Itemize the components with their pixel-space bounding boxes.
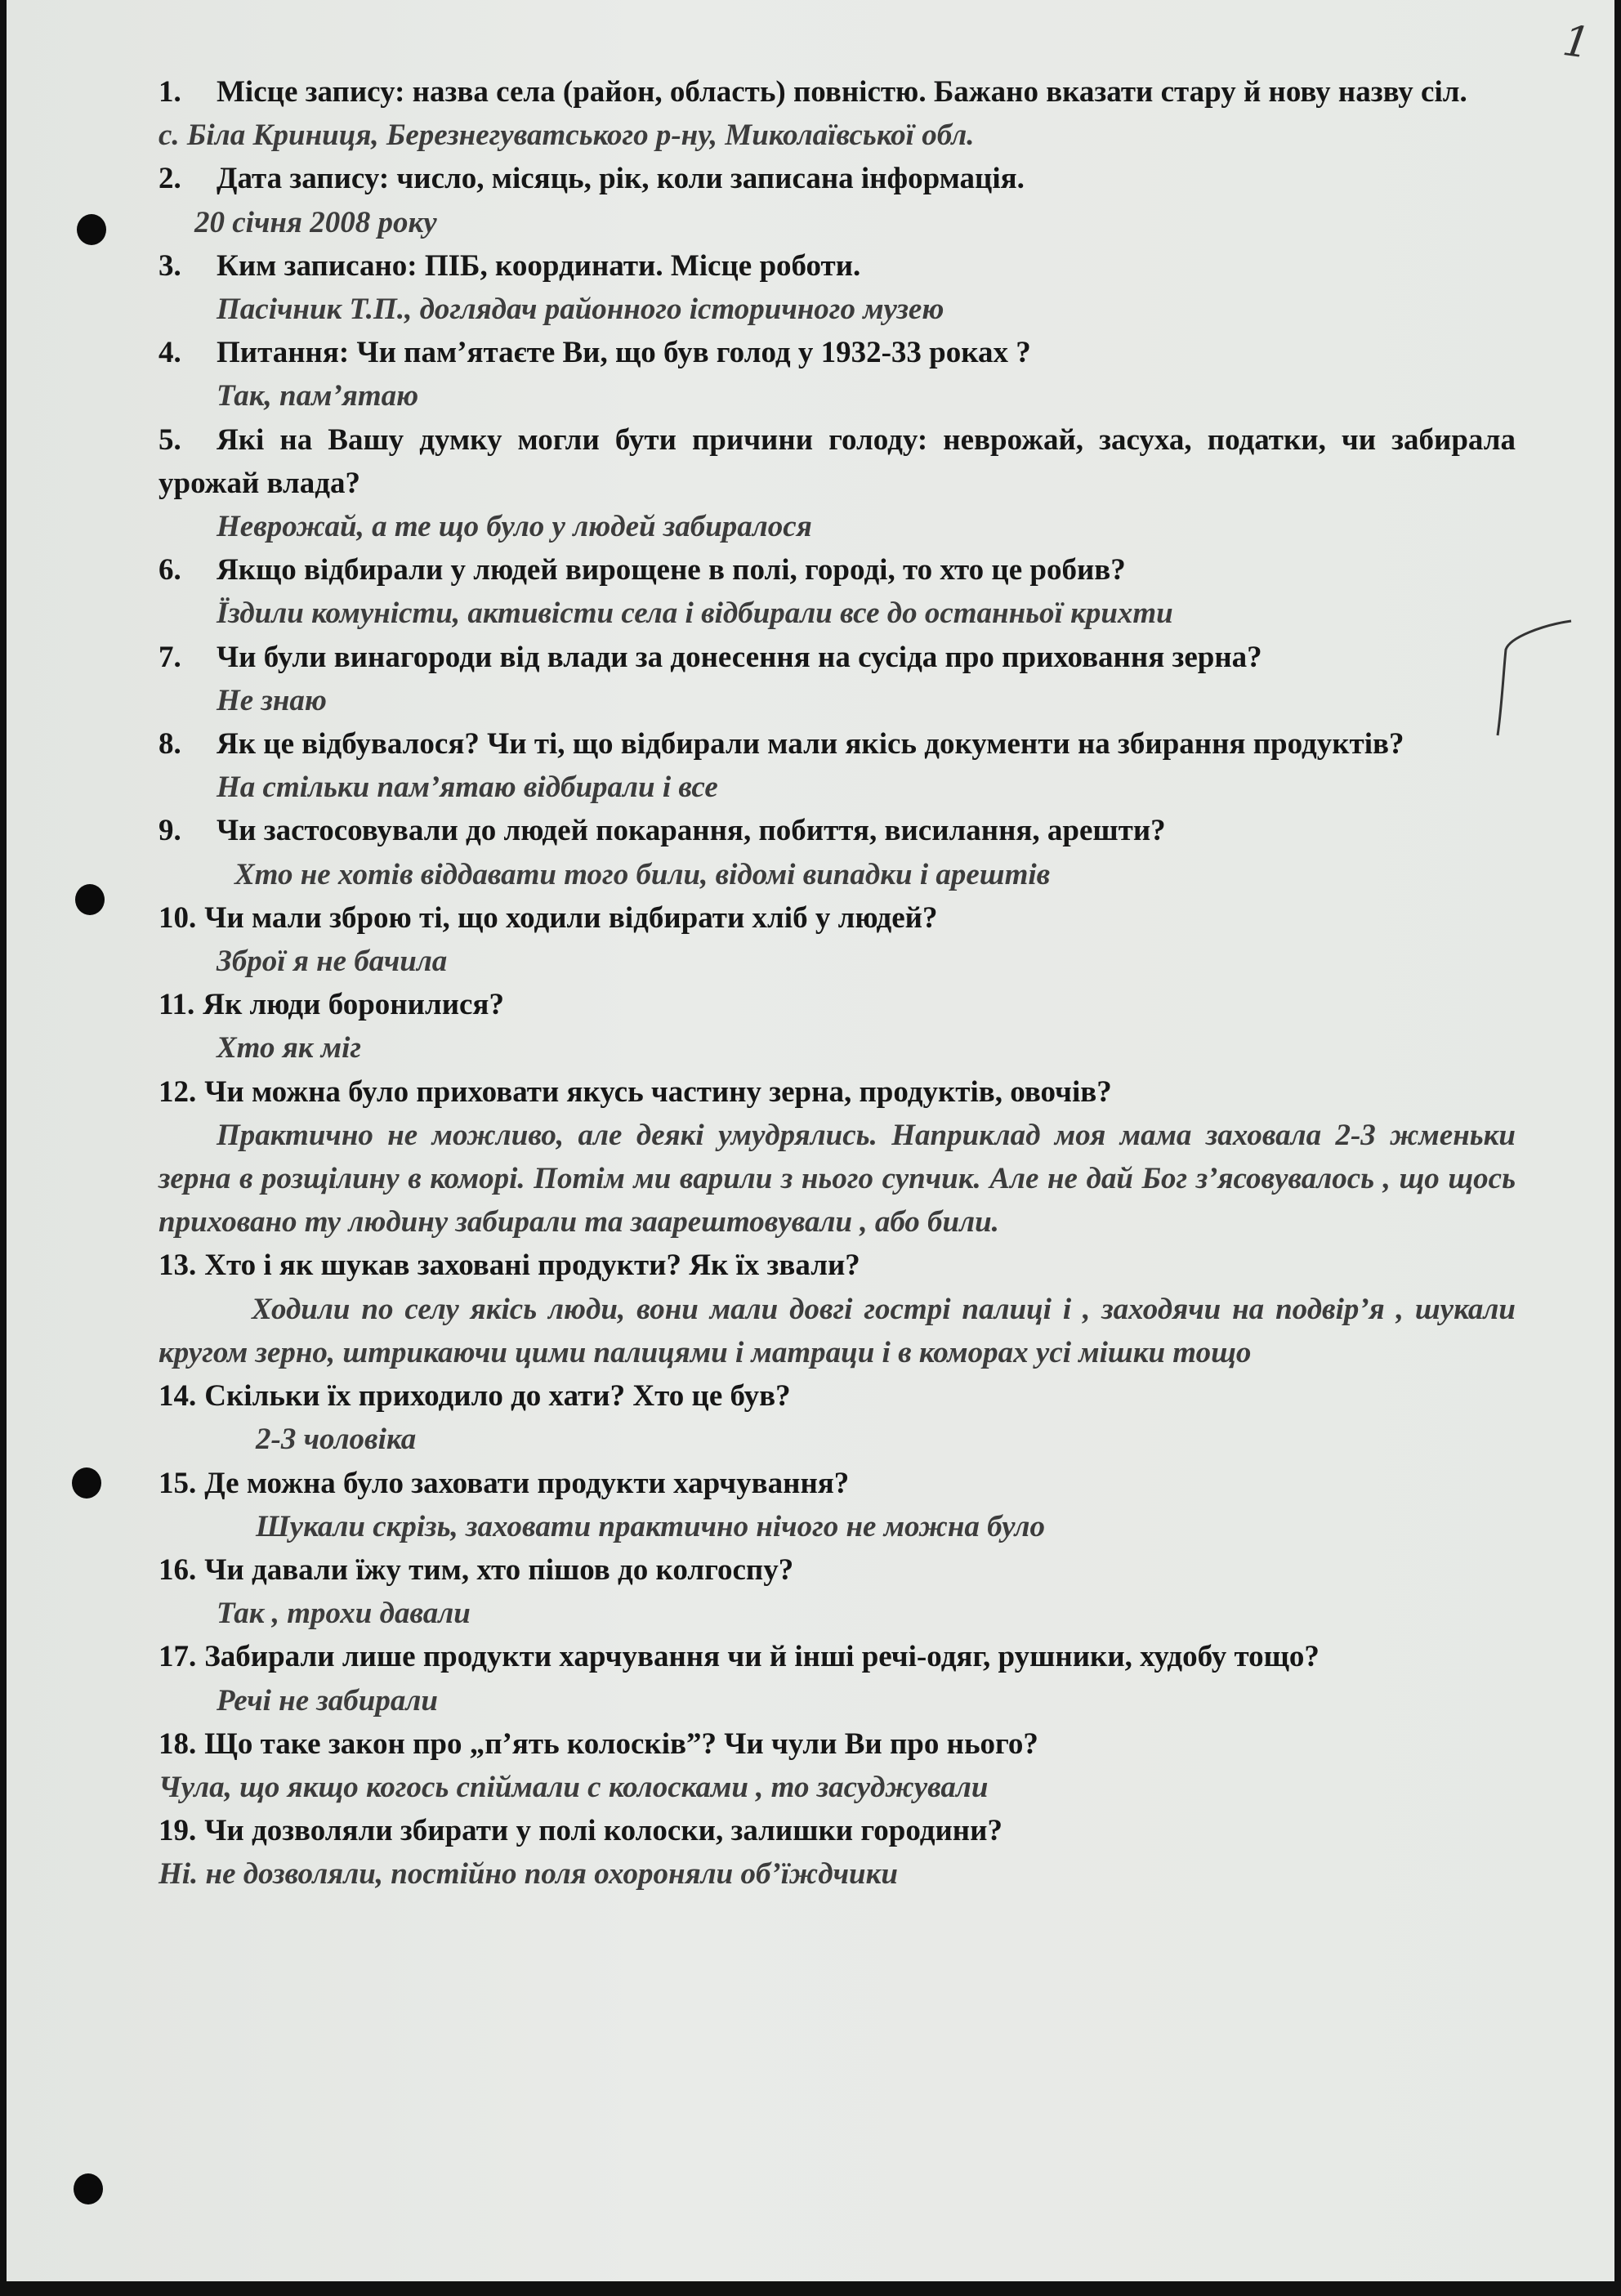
question-text: Чи застосовували до людей покарання, побиття, висилання, арешти? <box>217 814 1166 848</box>
question-item <box>159 1244 1516 1287</box>
answer-text: Ні. не дозволяли, постійно поля охороняли об’їждчики <box>159 1857 898 1892</box>
question-text: Чи були винагороди від влади за донесення на сусіда про приховання зерна? <box>217 640 1262 674</box>
answer-text: Речі не забирали <box>217 1683 438 1718</box>
question-number: 17. <box>159 1640 197 1674</box>
answer-text: Шукали скрізь, заховати практично нічого не можна було <box>256 1509 1046 1543</box>
question-item <box>159 809 1516 852</box>
question-item <box>159 1809 1516 1852</box>
answer-text: На стільки пам’ятаю відбирали і все <box>217 771 718 805</box>
answer-text: 2-3 чоловіка <box>256 1423 417 1457</box>
question-number: 2. <box>159 162 181 196</box>
answer-text: 20 січня 2008 року <box>194 205 437 239</box>
question-number: 11. <box>159 988 195 1022</box>
answer-text: Зброї я не бачила <box>217 945 448 979</box>
question-number: 18. <box>159 1726 197 1761</box>
punch-hole <box>74 2173 103 2204</box>
question-item <box>159 983 1516 1026</box>
question-text: Як це відбувалося? Чи ті, що відбирали мали якісь документи на збирання продуктів? <box>217 727 1404 762</box>
question-number: 7. <box>159 640 181 674</box>
question-item <box>159 70 1516 114</box>
question-number: 6. <box>159 553 181 587</box>
question-item <box>159 636 1516 679</box>
question-text: Чи дозволяли збирати у полі колоски, залишки городини? <box>204 1814 1003 1848</box>
question-item <box>159 1374 1516 1418</box>
question-text: Чи давали їжу тим, хто пішов до колгоспу? <box>204 1552 794 1587</box>
question-text: Питання: Чи пам’ятаєте Ви, що був голод у 1932-33 роках ? <box>217 336 1031 370</box>
question-item <box>159 418 1516 505</box>
question-text: Хто і як шукав заховані продукти? Як їх звали? <box>204 1249 860 1283</box>
question-number: 15. <box>159 1466 197 1500</box>
question-item <box>159 1070 1516 1114</box>
question-item <box>159 1635 1516 1678</box>
question-item <box>159 722 1516 766</box>
answer-text: Хто як міг <box>217 1031 362 1065</box>
question-item <box>159 896 1516 940</box>
punch-hole <box>72 1467 101 1499</box>
answer-text: Хто не хотів віддавати того били, відомі випадки і арештів <box>234 857 1051 891</box>
question-number: 19. <box>159 1814 197 1848</box>
question-text: Якщо відбирали у людей вирощене в полі, городі, то хто це робив? <box>217 553 1126 587</box>
question-text: Місце запису: назва села (район, область) повністю. Бажано вказати стару й нову назву сіл. <box>217 75 1467 109</box>
question-text: Де можна було заховати продукти харчування? <box>204 1466 850 1500</box>
answer-text: Так, пам’ятаю <box>217 379 419 413</box>
handwritten-page-number: 1 <box>1559 16 1594 69</box>
question-number: 9. <box>159 814 181 848</box>
question-number: 1. <box>159 75 181 109</box>
question-number: 4. <box>159 336 181 370</box>
question-number: 13. <box>159 1249 197 1283</box>
question-text: Як люди боронилися? <box>203 988 504 1022</box>
question-text: Які на Вашу думку могли бути причини голоду: неврожай, засуха, податки, чи забирала урожай влада? <box>159 422 1516 500</box>
question-number: 3. <box>159 248 181 283</box>
question-text: Скільки їх приходило до хати? Хто це був? <box>204 1379 791 1414</box>
question-item <box>159 244 1516 288</box>
question-item <box>159 1548 1516 1592</box>
question-item <box>159 1722 1516 1766</box>
answer-text: Не знаю <box>217 683 327 717</box>
questionnaire <box>159 70 1516 1896</box>
question-number: 14. <box>159 1379 197 1414</box>
answer-text: Пасічник Т.П., доглядач районного історичного музею <box>217 293 944 327</box>
answer-text: Неврожай, а те що було у людей забиралося <box>217 510 812 544</box>
question-item <box>159 548 1516 592</box>
answer-text: Так , трохи давали <box>217 1597 471 1631</box>
question-text: Чи мали зброю ті, що ходили відбирати хліб у людей? <box>204 900 938 935</box>
answer-text: Їздили комуністи, активісти села і відбирали все до останньої крихти <box>217 596 1173 631</box>
answer-text: с. Біла Криниця, Березнегуватського р-ну, Миколаївської обл. <box>159 118 975 153</box>
question-text: Що таке закон про „п’ять колосків”? Чи чули Ви про нього? <box>204 1726 1038 1761</box>
question-text: Забирали лише продукти харчування чи й інші речі-одяг, рушники, худобу тощо? <box>204 1640 1320 1674</box>
question-number: 12. <box>159 1074 197 1109</box>
answer-text: Практично не можливо, але деякі умудрялись. Наприклад моя мама заховала 2-3 жменьки зерна в розщілину в коморі. Потім ми варили з нього супчик. Але не дай Бог з’ясовувалось , що щось приховано ту людину забирали та заарештовували , або били. <box>159 1118 1516 1240</box>
question-number: 16. <box>159 1552 197 1587</box>
question-item <box>159 157 1516 200</box>
answer-text: Ходили по селу якісь люди, вони мали довгі гострі палиці і , заходячи на подвір’я , шукали кругом зерно, штрикаючи цими палицями і матраци і в коморах усі мішки тощо <box>159 1292 1516 1369</box>
punch-hole <box>75 884 105 915</box>
question-number: 5. <box>159 422 181 457</box>
question-text: Чи можна було приховати якусь частину зерна, продуктів, овочів? <box>204 1074 1112 1109</box>
question-number: 8. <box>159 727 181 762</box>
question-item <box>159 1462 1516 1505</box>
question-text: Дата запису: число, місяць, рік, коли записана інформація. <box>217 162 1025 196</box>
answer-text: Чула, що якщо когось спіймали с колосками , то засуджували <box>159 1770 989 1804</box>
question-number: 10. <box>159 900 197 935</box>
question-text: Ким записано: ПІБ, координати. Місце роботи. <box>217 248 861 283</box>
punch-hole <box>77 214 106 245</box>
question-item <box>159 331 1516 374</box>
